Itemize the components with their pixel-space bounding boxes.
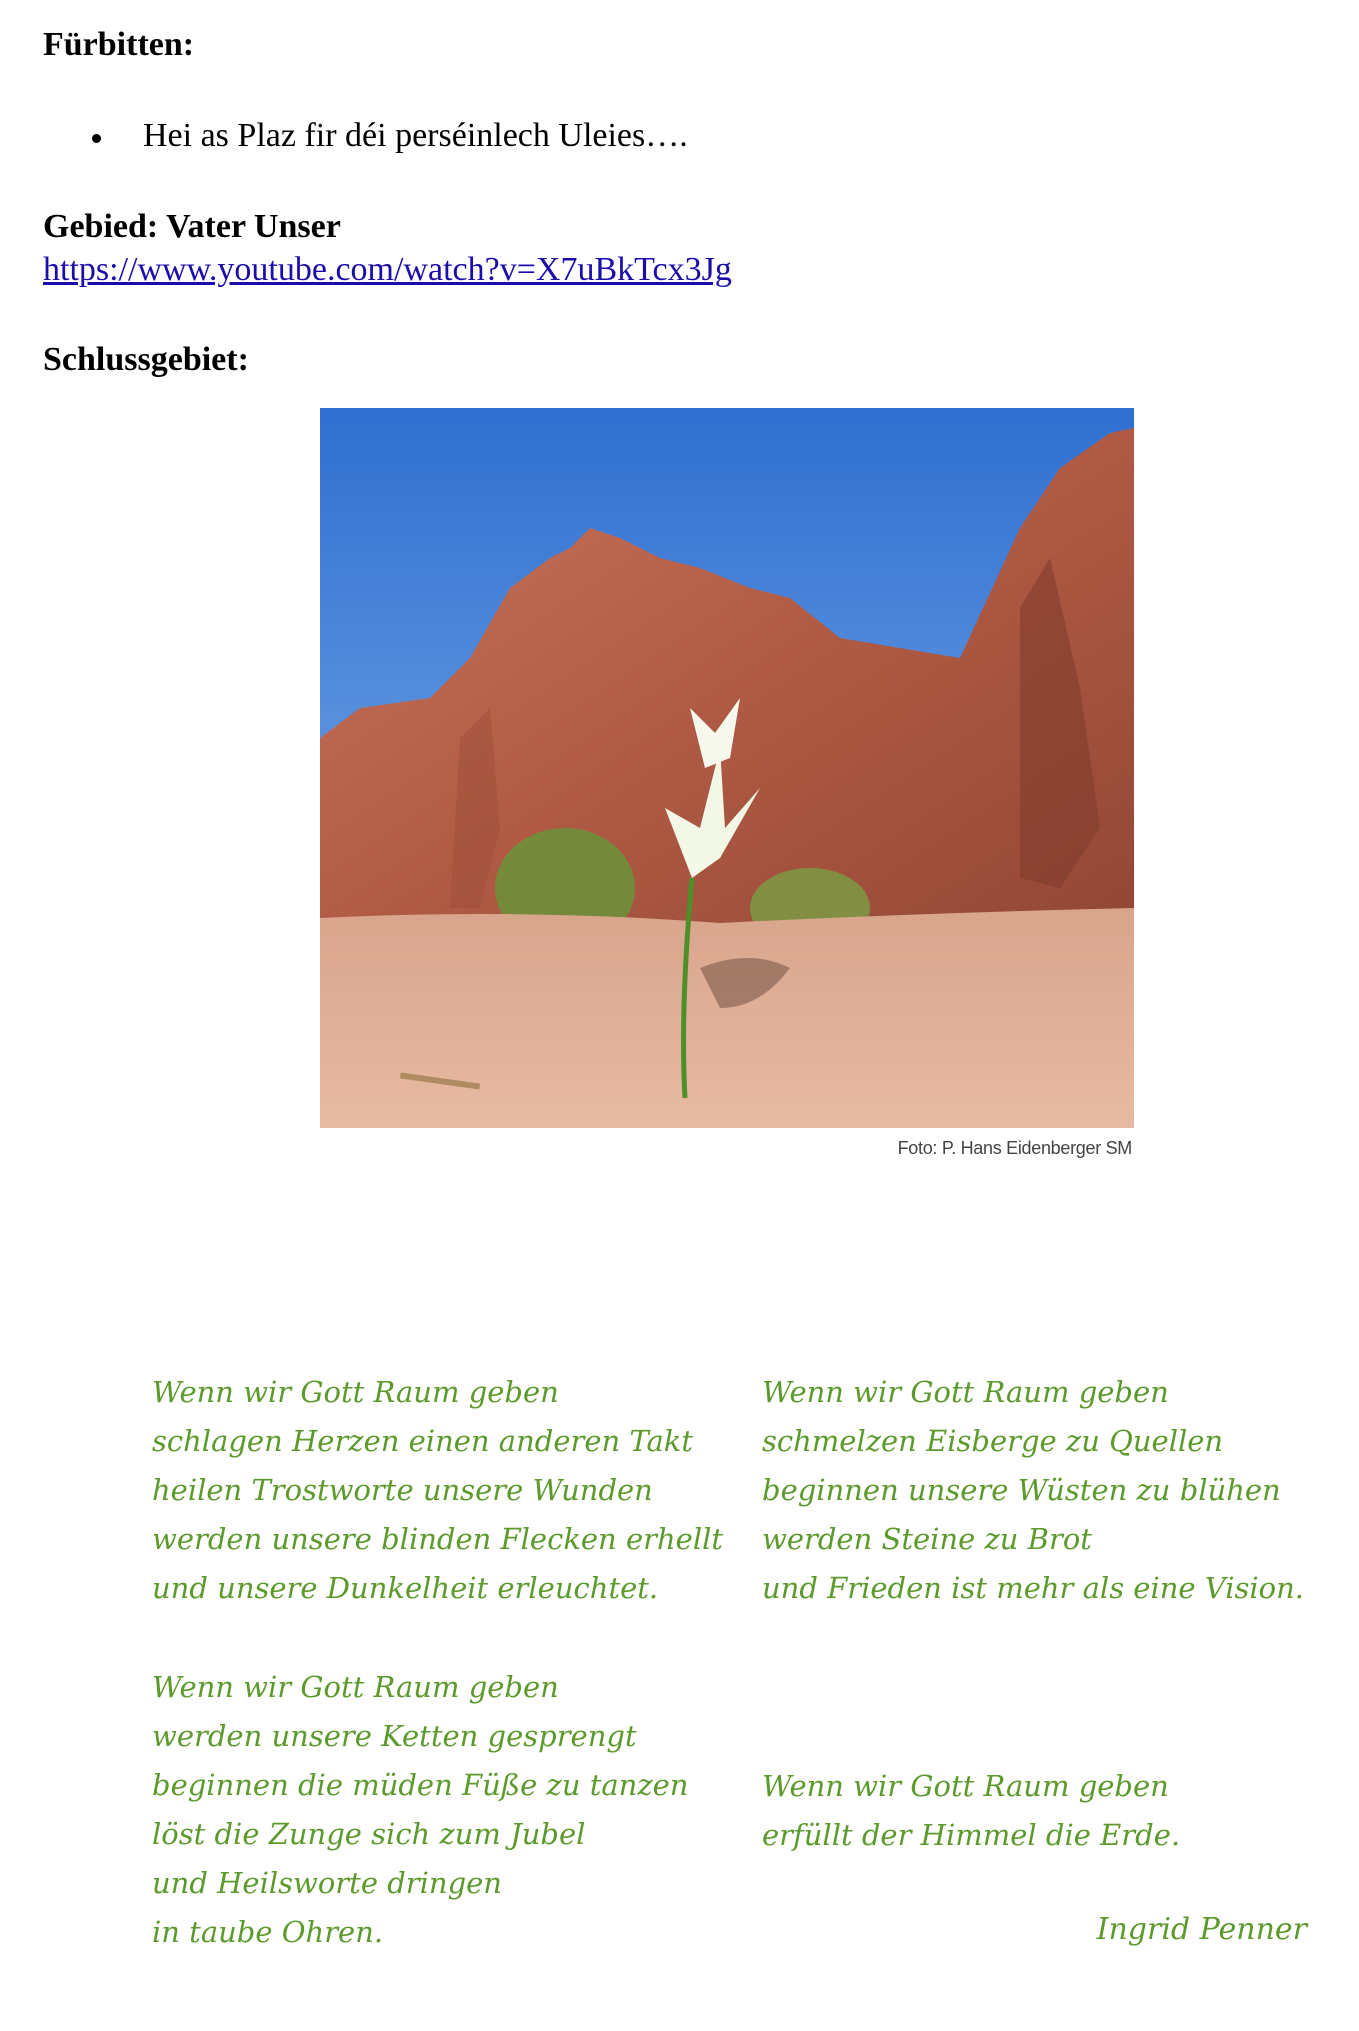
poem-stanza-4 (762, 1762, 1180, 1860)
poem-line: werden Steine zu Brot (762, 1522, 1092, 1556)
poem-line: und unsere Dunkelheit erleuchtet. (152, 1571, 659, 1605)
bullet-item (92, 116, 688, 156)
photo-illustration (320, 408, 1134, 1128)
poem-line: Wenn wir Gott Raum geben (152, 1670, 559, 1704)
poem-signature: Ingrid Penner (1096, 1912, 1307, 1947)
poem-stanza-2 (762, 1368, 1304, 1613)
desert-lily-photo (320, 408, 1134, 1128)
poem-line: und Frieden ist mehr als eine Vision. (762, 1571, 1305, 1605)
poem-line: schlagen Herzen einen anderen Takt (152, 1424, 694, 1458)
poem-line: Wenn wir Gott Raum geben (762, 1375, 1169, 1409)
poem-line: und Heilsworte dringen (152, 1866, 502, 1900)
bullet-dot-icon (92, 134, 101, 143)
heading-gebied: Gebied: Vater Unser (43, 208, 341, 245)
poem-line: beginnen unsere Wüsten zu blühen (762, 1473, 1281, 1507)
sand (320, 908, 1134, 1128)
youtube-link[interactable]: https://www.youtube.com/watch?v=X7uBkTcx3Jg (43, 251, 732, 288)
poem-line: werden unsere Ketten gesprengt (152, 1719, 637, 1753)
poem-line: löst die Zunge sich zum Jubel (152, 1817, 586, 1851)
poem-line: Wenn wir Gott Raum geben (762, 1769, 1169, 1803)
bullet-text: Hei as Plaz fir déi perséinlech Uleies…. (143, 117, 688, 154)
poem-line: werden unsere blinden Flecken erhellt (152, 1522, 724, 1556)
heading-fuerbitten: Fürbitten: (43, 26, 195, 63)
poem-line: heilen Trostworte unsere Wunden (152, 1473, 653, 1507)
poem-stanza-1 (152, 1368, 723, 1613)
poem-line: Wenn wir Gott Raum geben (152, 1375, 559, 1409)
poem-line: erfüllt der Himmel die Erde. (762, 1818, 1181, 1852)
heading-schlussgebiet: Schlussgebiet: (43, 341, 249, 378)
poem-line: beginnen die müden Füße zu tanzen (152, 1768, 689, 1802)
poem-line: schmelzen Eisberge zu Quellen (762, 1424, 1224, 1458)
poem-stanza-3 (152, 1663, 688, 1957)
poem-line: in taube Ohren. (152, 1915, 384, 1949)
photo-credit: Foto: P. Hans Eidenberger SM (897, 1138, 1132, 1158)
